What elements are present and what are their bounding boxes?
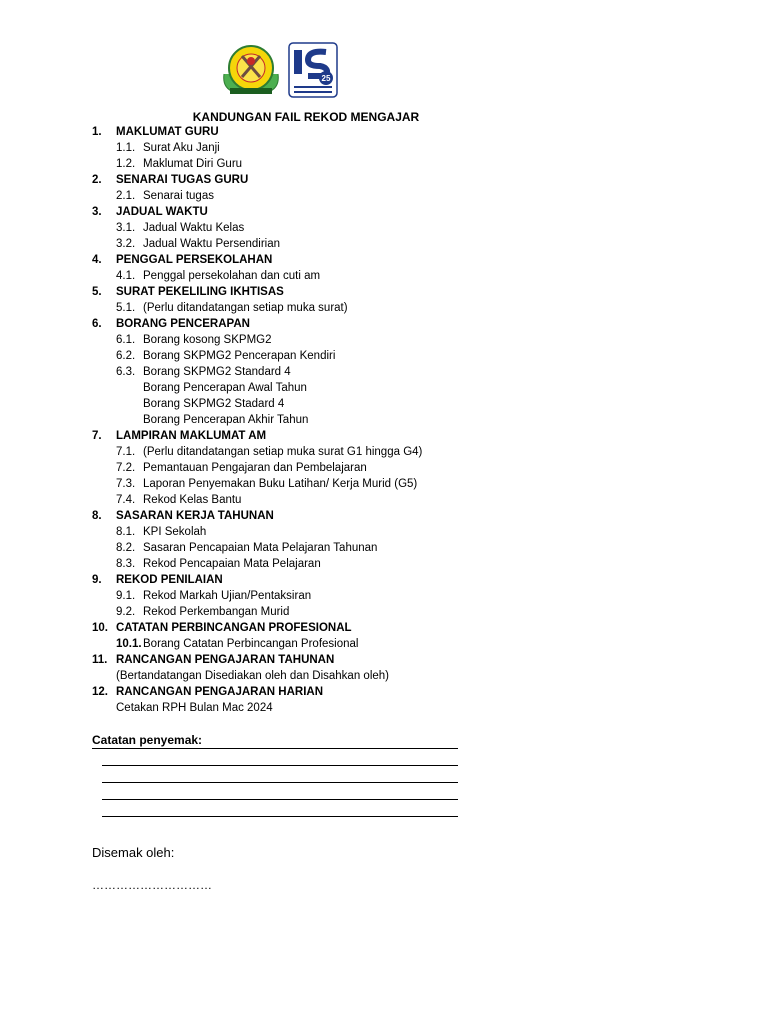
list-item xyxy=(92,540,612,556)
section-heading xyxy=(92,252,612,268)
section-title: REKOD PENILAIAN xyxy=(116,574,223,586)
list-item xyxy=(92,396,612,412)
section-heading xyxy=(92,508,612,524)
item-number: 2.1. xyxy=(116,190,136,202)
item-text: Borang SKPMG2 Standard 4 xyxy=(143,366,291,378)
section-title: LAMPIRAN MAKLUMAT AM xyxy=(116,430,267,442)
section-number: 11. xyxy=(92,654,108,666)
item-text: Borang Pencerapan Akhir Tahun xyxy=(143,414,309,426)
catatan-line-5 xyxy=(102,816,458,817)
item-number: 7.3. xyxy=(116,478,136,490)
list-item xyxy=(92,556,612,572)
item-number: 7.4. xyxy=(116,494,136,506)
list-item xyxy=(92,492,612,508)
section-heading xyxy=(92,204,612,220)
section-title: MAKLUMAT GURU xyxy=(116,126,219,138)
section-number: 3. xyxy=(92,206,102,218)
catatan-line-2 xyxy=(102,765,458,766)
list-item xyxy=(92,140,612,156)
section-note-text: Cetakan RPH Bulan Mac 2024 xyxy=(116,702,273,714)
section-heading xyxy=(92,428,612,444)
list-item xyxy=(92,588,612,604)
logo-25-text: 25 xyxy=(321,74,331,83)
signature-dots: ………………………… xyxy=(92,878,212,892)
item-text: Pemantauan Pengajaran dan Pembelajaran xyxy=(143,462,367,474)
section-title: CATATAN PERBINCANGAN PROFESIONAL xyxy=(116,622,352,634)
list-item xyxy=(92,236,612,252)
item-text: Jadual Waktu Kelas xyxy=(143,222,245,234)
item-text: Surat Aku Janji xyxy=(143,142,220,154)
section-heading xyxy=(92,652,612,668)
section-number: 5. xyxy=(92,286,102,298)
section-title: RANCANGAN PENGAJARAN TAHUNAN xyxy=(116,654,335,666)
section-heading xyxy=(92,684,612,700)
section-title: SURAT PEKELILING IKHTISAS xyxy=(116,286,284,298)
item-number: 10.1. xyxy=(116,638,142,650)
item-number: 5.1. xyxy=(116,302,136,314)
section-number: 7. xyxy=(92,430,102,442)
list-item xyxy=(92,332,612,348)
section-heading xyxy=(92,572,612,588)
section-title: PENGGAL PERSEKOLAHAN xyxy=(116,254,273,266)
section-note xyxy=(92,700,612,716)
list-item xyxy=(92,364,612,380)
header-logos xyxy=(220,42,338,98)
item-number: 8.3. xyxy=(116,558,136,570)
item-number: 6.1. xyxy=(116,334,136,346)
list-item xyxy=(92,476,612,492)
list-item xyxy=(92,460,612,476)
list-item xyxy=(92,156,612,172)
item-text: Borang Pencerapan Awal Tahun xyxy=(143,382,307,394)
item-text: Jadual Waktu Persendirian xyxy=(143,238,281,250)
item-number: 8.1. xyxy=(116,526,136,538)
item-text: KPI Sekolah xyxy=(143,526,207,538)
item-text: Laporan Penyemakan Buku Latihan/ Kerja Murid (G5) xyxy=(143,478,418,490)
item-number: 9.2. xyxy=(116,606,136,618)
item-text: Borang kosong SKPMG2 xyxy=(143,334,272,346)
list-item xyxy=(92,636,612,652)
section-heading xyxy=(92,316,612,332)
list-item xyxy=(92,188,612,204)
item-text: Borang Catatan Perbincangan Profesional xyxy=(143,638,359,650)
section-number: 6. xyxy=(92,318,102,330)
list-item xyxy=(92,268,612,284)
item-text: Rekod Pencapaian Mata Pelajaran xyxy=(143,558,321,570)
section-heading xyxy=(92,284,612,300)
school-crest-icon xyxy=(220,44,282,96)
section-number: 12. xyxy=(92,686,108,698)
item-text: (Perlu ditandatangan setiap muka surat G1 hingga G4) xyxy=(143,446,423,458)
item-number: 3.1. xyxy=(116,222,136,234)
item-number: 4.1. xyxy=(116,270,136,282)
item-text: Penggal persekolahan dan cuti am xyxy=(143,270,321,282)
list-item xyxy=(92,412,612,428)
list-item xyxy=(92,524,612,540)
list-item xyxy=(92,220,612,236)
item-number: 1.2. xyxy=(116,158,136,170)
catatan-label: Catatan penyemak: xyxy=(92,733,203,747)
section-title: SASARAN KERJA TAHUNAN xyxy=(116,510,274,522)
item-text: Sasaran Pencapaian Mata Pelajaran Tahunan xyxy=(143,542,378,554)
list-item xyxy=(92,348,612,364)
section-heading xyxy=(92,124,612,140)
section-number: 1. xyxy=(92,126,102,138)
item-text: Rekod Perkembangan Murid xyxy=(143,606,290,618)
item-text: Rekod Kelas Bantu xyxy=(143,494,242,506)
item-text: Maklumat Diri Guru xyxy=(143,158,243,170)
item-number: 6.2. xyxy=(116,350,136,362)
item-number: 9.1. xyxy=(116,590,136,602)
item-text: Rekod Markah Ujian/Pentaksiran xyxy=(143,590,312,602)
item-text: Borang SKPMG2 Pencerapan Kendiri xyxy=(143,350,336,362)
item-number: 1.1. xyxy=(116,142,136,154)
table-of-contents xyxy=(92,124,612,716)
catatan-line-1 xyxy=(92,748,458,749)
section-title: RANCANGAN PENGAJARAN HARIAN xyxy=(116,686,324,698)
section-number: 2. xyxy=(92,174,102,186)
list-item xyxy=(92,300,612,316)
document-title: KANDUNGAN FAIL REKOD MENGAJAR xyxy=(192,110,420,124)
list-item xyxy=(92,604,612,620)
section-title: JADUAL WAKTU xyxy=(116,206,208,218)
section-note-text: (Bertandatangan Disediakan oleh dan Disahkan oleh) xyxy=(116,670,389,682)
section-number: 10. xyxy=(92,622,108,634)
item-number: 6.3. xyxy=(116,366,136,378)
section-heading xyxy=(92,172,612,188)
item-number: 7.1. xyxy=(116,446,136,458)
list-item xyxy=(92,444,612,460)
jpn-25-logo-icon xyxy=(288,42,338,98)
item-number: 3.2. xyxy=(116,238,136,250)
catatan-line-4 xyxy=(102,799,458,800)
item-number: 7.2. xyxy=(116,462,136,474)
item-text: (Perlu ditandatangan setiap muka surat) xyxy=(143,302,348,314)
section-note xyxy=(92,668,612,684)
section-heading xyxy=(92,620,612,636)
item-text: Borang SKPMG2 Stadard 4 xyxy=(143,398,285,410)
list-item xyxy=(92,380,612,396)
section-number: 9. xyxy=(92,574,102,586)
item-text: Senarai tugas xyxy=(143,190,214,202)
section-title: SENARAI TUGAS GURU xyxy=(116,174,249,186)
catatan-line-3 xyxy=(102,782,458,783)
section-number: 8. xyxy=(92,510,102,522)
section-number: 4. xyxy=(92,254,102,266)
item-number: 8.2. xyxy=(116,542,136,554)
section-title: BORANG PENCERAPAN xyxy=(116,318,250,330)
disemak-label: Disemak oleh: xyxy=(92,845,175,860)
